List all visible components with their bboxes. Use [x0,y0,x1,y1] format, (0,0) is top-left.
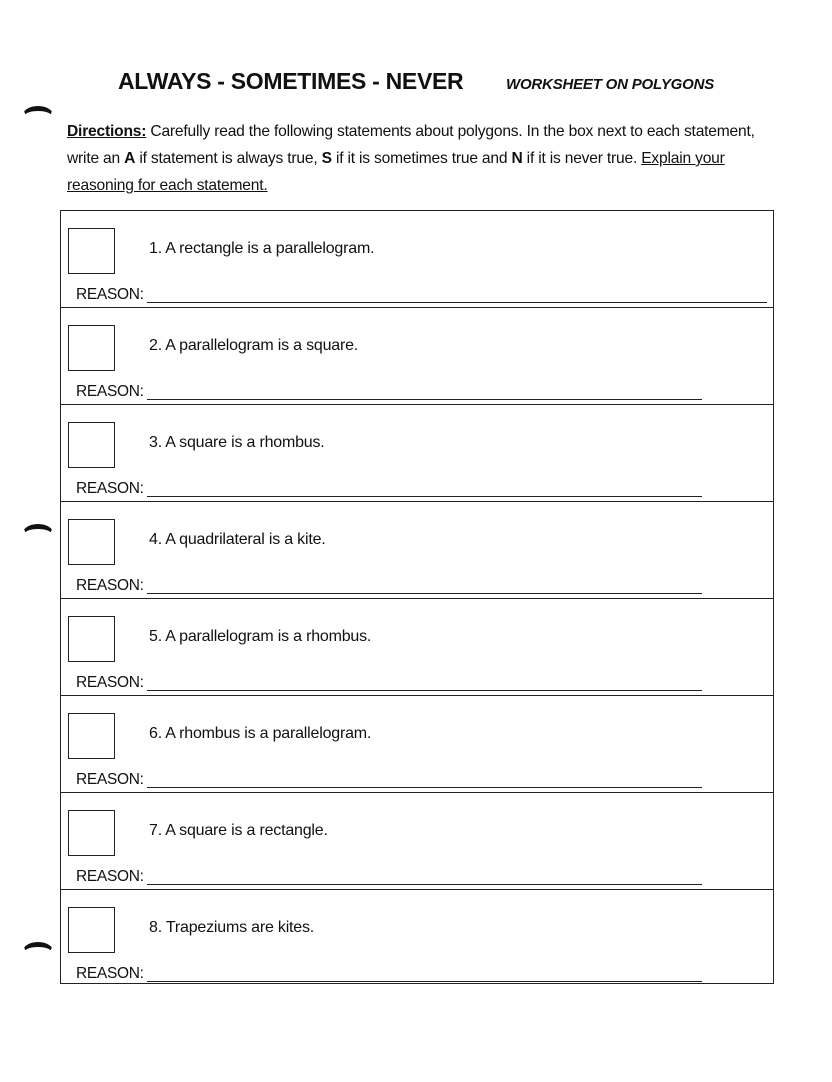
explain-reasoning: Explain your reasoning for each statement. [67,150,725,194]
binder-hole-mark-bottom [22,942,54,963]
statement-text: 7. A square is a rectangle. [149,822,328,839]
directions-text-1: Carefully read the following statements about polygons. In the box next to each statement, write an [67,123,755,167]
reason-line[interactable] [147,981,702,982]
worksheet-subtitle: WORKSHEET ON POLYGONS [506,76,715,93]
answer-box[interactable] [68,810,115,856]
directions-text-3: if it is sometimes true and [331,150,512,167]
reason-line[interactable] [147,496,702,497]
answer-box[interactable] [68,228,115,274]
answer-box[interactable] [68,907,115,953]
reason-line[interactable] [147,884,702,885]
reason-line[interactable] [147,690,702,691]
directions-paragraph [67,118,779,199]
answer-box[interactable] [68,713,115,759]
statement-row [61,599,773,696]
statement-text: 3. A square is a rhombus. [149,434,325,451]
letter-always: A [124,150,136,167]
reason-label: REASON: [76,771,144,788]
binder-hole-mark-top [22,106,54,127]
letter-never: N [511,150,523,167]
answer-box[interactable] [68,422,115,468]
statement-text: 4. A quadrilateral is a kite. [149,531,326,548]
worksheet-header [118,68,798,102]
letter-sometimes: S [321,150,332,167]
statement-text: 8. Trapeziums are kites. [149,919,315,936]
reason-line[interactable] [147,787,702,788]
reason-label: REASON: [76,383,144,400]
reason-label: REASON: [76,286,144,303]
statement-text: 5. A parallelogram is a rhombus. [149,628,372,645]
answer-box[interactable] [68,519,115,565]
reason-line[interactable] [147,399,702,400]
reason-line[interactable] [147,593,702,594]
statement-row [61,890,773,986]
worksheet-title: ALWAYS - SOMETIMES - NEVER [118,68,464,94]
statement-row [61,502,773,599]
statement-text: 2. A parallelogram is a square. [149,337,359,354]
statement-row [61,405,773,502]
reason-label: REASON: [76,674,144,691]
directions-text-2: if statement is always true, [135,150,322,167]
directions-text-4: if it is never true. [522,150,642,167]
reason-label: REASON: [76,577,144,594]
statement-row [61,696,773,793]
answer-box[interactable] [68,616,115,662]
reason-label: REASON: [76,480,144,497]
statement-row [61,793,773,890]
statement-row [61,308,773,405]
reason-label: REASON: [76,965,144,982]
answer-box[interactable] [68,325,115,371]
statement-text: 6. A rhombus is a parallelogram. [149,725,372,742]
statements-table [60,210,774,984]
directions-label: Directions: [67,123,147,140]
statement-row [61,211,773,308]
reason-line[interactable] [147,302,767,303]
reason-label: REASON: [76,868,144,885]
statement-text: 1. A rectangle is a parallelogram. [149,240,375,257]
binder-hole-mark-middle [22,524,54,545]
